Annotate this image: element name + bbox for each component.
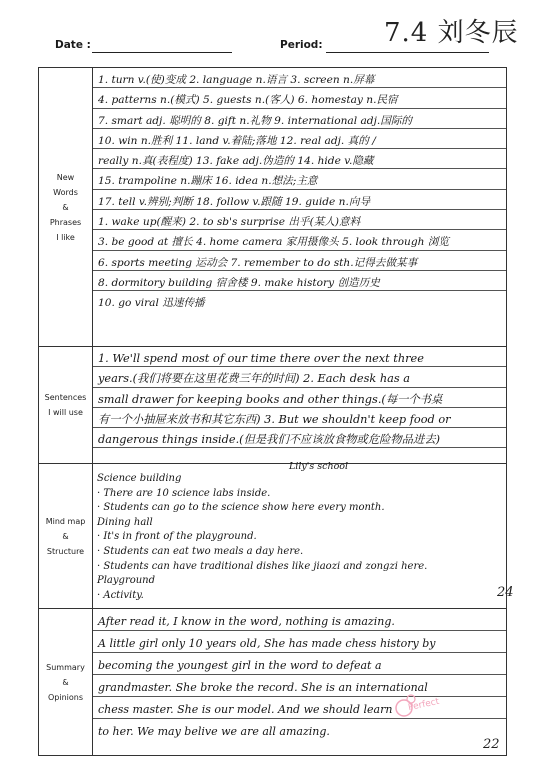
label-line: Words — [53, 187, 78, 197]
summary-row — [39, 609, 507, 756]
handwritten-line: really n.真(表程度) 13. fake adj.伪造的 14. hide v.隐藏 — [93, 149, 506, 169]
handwritten-line: 4. patterns n.(模式) 5. guests n.(客人) 6. homestay n.民宿 — [93, 88, 506, 108]
mindmap-line: · Students can go to the science show here every month. — [97, 502, 385, 514]
handwritten-line: 15. trampoline n.蹦床 16. idea n.想法;主意 — [93, 169, 506, 189]
mindmap-line: Dining hall — [97, 516, 153, 528]
handwritten-line: dangerous things inside.(但是我们不应该放食物或危险物品进去) — [93, 428, 506, 448]
date-field-line — [92, 52, 232, 53]
period-label: Period: — [280, 39, 323, 51]
mindmap-line: · There are 10 science labs inside. — [97, 487, 271, 499]
words-content — [93, 68, 507, 347]
words-row-label — [39, 68, 93, 347]
mindmap-row — [39, 464, 507, 609]
handwritten-line: 3. be good at 擅长 4. home camera 家用摄像头 5. look through 浏览 — [93, 230, 506, 250]
handwritten-line: 10. win n.胜利 11. land v.着陆;落地 12. real adj. 真的 / — [93, 129, 506, 149]
handwritten-line: 1. turn v.(使)变成 2. language n.语言 3. screen n.屏幕 — [93, 68, 506, 88]
date-label: Date : — [55, 39, 91, 51]
label-line: I will use — [48, 408, 83, 417]
handwritten-line: 8. dormitory building 宿舍楼 9. make history 创造历史 — [93, 271, 506, 291]
handwritten-line: 1. We'll spend most of our time there over the next three — [93, 347, 506, 367]
period-field-line — [326, 52, 489, 53]
handwritten-line: 6. sports meeting 运动会 7. remember to do sth.记得去做某事 — [93, 251, 506, 271]
mindmap-row-label — [39, 464, 93, 609]
summary-score: 22 — [483, 737, 500, 752]
label-line: New — [56, 172, 75, 182]
mindmap-line: · Students can eat two meals a day here. — [97, 545, 304, 557]
handwritten-line: small drawer for keeping books and other things.(每一个书桌 — [93, 388, 506, 408]
handwritten-line: 7. smart adj. 聪明的 8. gift n.礼物 9. international adj.国际的 — [93, 109, 506, 129]
handwritten-line: 1. wake up(醒来) 2. to sb's surprise 出乎(某人)意料 — [93, 210, 506, 230]
handwritten-line: chess master. She is our model. And we should learn — [93, 697, 506, 719]
label-line: Sentences — [44, 393, 87, 402]
mindmap-line: Science building — [97, 473, 182, 484]
label-line: I like — [56, 232, 75, 242]
mindmap-score: 24 — [497, 585, 514, 600]
label-line: Mind map — [45, 516, 86, 526]
label-line: Summary — [46, 662, 85, 672]
handwritten-line: years.(我们将要在这里花费三年的时间) 2. Each desk has a — [93, 367, 506, 387]
handwritten-line: 有一个小抽屉来放书和其它东西) 3. But we shouldn't keep food or — [93, 408, 506, 428]
handwritten-line: grandmaster. She broke the record. She is an international — [93, 675, 506, 697]
sentences-row-label — [39, 347, 93, 464]
mindmap-title: Lily's school — [289, 461, 349, 472]
label-line: Opinions — [47, 692, 84, 702]
worksheet-table — [38, 67, 514, 756]
label-line: Phrases — [49, 217, 82, 227]
handwritten-line: 10. go viral 迅速传播 — [98, 297, 205, 310]
mindmap-content — [93, 461, 514, 609]
mindmap-line: · It's in front of the playground. — [97, 531, 257, 543]
watermark-text: Perfect — [407, 696, 441, 714]
label-line: Structure — [46, 546, 85, 556]
mindmap-line: · Students can have traditional dishes like jiaozi and zongzi here. — [97, 560, 428, 572]
mindmap-line: · Activity. — [97, 589, 144, 601]
summary-row-label — [39, 609, 93, 756]
label-line: & — [62, 202, 69, 212]
sentences-row — [39, 347, 507, 464]
words-row — [39, 68, 507, 347]
label-line: & — [62, 677, 69, 687]
handwritten-line: After read it, I know in the word, nothing is amazing. — [93, 609, 506, 631]
handwritten-line: A little girl only 10 years old, She has made chess history by — [93, 631, 506, 653]
sentences-content — [93, 347, 507, 464]
handwritten-class-and-name: 7.4 刘冬辰 — [384, 18, 519, 48]
handwritten-line: to her. We may belive we are all amazing. — [98, 725, 330, 738]
handwritten-line: 17. tell v.辨别;判断 18. follow v.跟随 19. guide n.向导 — [93, 190, 506, 210]
handwritten-line: becoming the youngest girl in the word to defeat a — [93, 653, 506, 675]
mindmap-line: Playground — [97, 575, 156, 587]
summary-content — [93, 609, 507, 756]
label-line: & — [62, 531, 69, 541]
